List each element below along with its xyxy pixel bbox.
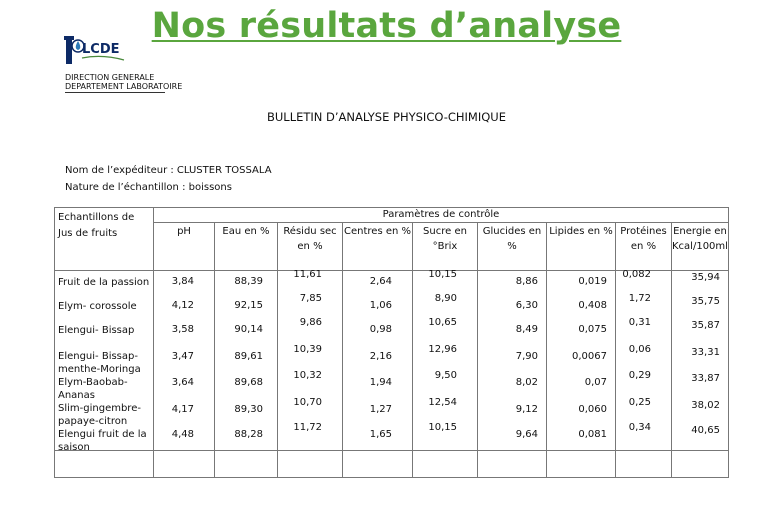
sample-label: Slim-gingembre- — [58, 403, 141, 414]
group-header: Paramètres de contrôle — [154, 208, 729, 223]
value-cell: 92,15 — [234, 300, 263, 311]
logo-name: LCDE — [82, 42, 120, 57]
col-sucre — [413, 271, 478, 451]
empty-cell — [672, 451, 729, 478]
value-cell: 11,72 — [293, 422, 322, 433]
value-cell: 0,31 — [628, 317, 651, 328]
value-cell: 3,58 — [171, 324, 194, 335]
empty-cell — [413, 451, 478, 478]
sample-label: Elengui- Bissap — [58, 325, 135, 336]
value-cell: 4,12 — [171, 300, 194, 311]
value-cell: 1,94 — [369, 377, 392, 388]
value-cell: 3,47 — [171, 351, 194, 362]
value-cell: 0,408 — [578, 300, 607, 311]
col-header-glucides: Glucides en % — [478, 223, 547, 271]
value-cell: 1,72 — [628, 293, 651, 304]
value-cell: 0,019 — [578, 276, 607, 287]
empty-cell — [278, 451, 343, 478]
col-header-sucre: Sucre en °Brix — [413, 223, 478, 271]
value-cell: 6,30 — [515, 300, 538, 311]
value-cell: 1,65 — [369, 429, 392, 440]
col-eau — [215, 271, 278, 451]
value-cell: 2,16 — [369, 351, 392, 362]
corner-header: Echantillons de Jus de fruits — [55, 208, 154, 271]
value-cell: 9,50 — [434, 370, 457, 381]
value-cell: 4,17 — [171, 404, 194, 415]
col-centres — [343, 271, 413, 451]
value-cell: 0,081 — [578, 429, 607, 440]
sample-label: Elengui fruit de la — [58, 429, 147, 440]
value-cell: 0,075 — [578, 324, 607, 335]
value-cell: 7,90 — [515, 351, 538, 362]
value-cell: 0,98 — [369, 324, 392, 335]
sample-label: Ananas — [58, 390, 95, 401]
value-cell: 0,082 — [622, 269, 651, 280]
value-cell: 0,06 — [628, 344, 651, 355]
col-header-ph: pH — [154, 223, 215, 271]
value-cell: 4,48 — [171, 429, 194, 440]
value-cell: 12,54 — [428, 397, 457, 408]
value-cell: 9,86 — [299, 317, 322, 328]
value-cell: 8,49 — [515, 324, 538, 335]
sample-label: saison — [58, 442, 90, 453]
value-cell: 10,70 — [293, 397, 322, 408]
col-energie — [672, 271, 729, 451]
value-cell: 9,12 — [515, 404, 538, 415]
divider — [65, 92, 165, 93]
value-cell: 89,68 — [234, 377, 263, 388]
sample-label: menthe-Moringa — [58, 364, 141, 375]
value-cell: 8,02 — [515, 377, 538, 388]
value-cell: 10,39 — [293, 344, 322, 355]
sample-label: papaye-citron — [58, 416, 128, 427]
value-cell: 35,94 — [691, 272, 720, 283]
value-cell: 10,15 — [428, 269, 457, 280]
empty-cell — [55, 451, 154, 478]
sample-label: Elym-Baobab- — [58, 377, 128, 388]
col-residu — [278, 271, 343, 451]
value-cell: 3,64 — [171, 377, 194, 388]
results-table — [54, 207, 729, 478]
empty-cell — [154, 451, 215, 478]
value-cell: 2,64 — [369, 276, 392, 287]
value-cell: 35,75 — [691, 296, 720, 307]
value-cell: 90,14 — [234, 324, 263, 335]
value-cell: 40,65 — [691, 425, 720, 436]
value-cell: 10,32 — [293, 370, 322, 381]
col-header-lipides: Lipides en % — [547, 223, 616, 271]
sample-label: Elym- corossole — [58, 301, 137, 312]
sample-label: Elengui- Bissap- — [58, 351, 138, 362]
value-cell: 0,29 — [628, 370, 651, 381]
samples-cell — [55, 271, 154, 451]
value-cell: 38,02 — [691, 400, 720, 411]
col-header-centres: Centres en % — [343, 223, 413, 271]
page-title: Nos résultats d’analyse — [151, 6, 622, 46]
value-cell: 1,27 — [369, 404, 392, 415]
value-cell: 8,86 — [515, 276, 538, 287]
value-cell: 3,84 — [171, 276, 194, 287]
col-lipides — [547, 271, 616, 451]
col-proteines — [616, 271, 672, 451]
value-cell: 0,060 — [578, 404, 607, 415]
value-cell: 7,85 — [299, 293, 322, 304]
value-cell: 0,25 — [628, 397, 651, 408]
value-cell: 89,30 — [234, 404, 263, 415]
value-cell: 0,0067 — [572, 351, 607, 362]
value-cell: 35,87 — [691, 320, 720, 331]
empty-cell — [343, 451, 413, 478]
empty-cell — [215, 451, 278, 478]
value-cell: 0,07 — [584, 377, 607, 388]
col-glucides — [478, 271, 547, 451]
value-cell: 1,06 — [369, 300, 392, 311]
value-cell: 89,61 — [234, 351, 263, 362]
value-cell: 33,87 — [691, 373, 720, 384]
sample-nature: Nature de l’échantillon : boissons — [65, 182, 232, 193]
value-cell: 88,28 — [234, 429, 263, 440]
empty-cell — [616, 451, 672, 478]
bulletin-title: BULLETIN D’ANALYSE PHYSICO-CHIMIQUE — [266, 110, 506, 124]
empty-cell — [547, 451, 616, 478]
dept-line-2: DEPARTEMENT LABORATOIRE — [65, 82, 183, 91]
value-cell: 9,64 — [515, 429, 538, 440]
value-cell: 88,39 — [234, 276, 263, 287]
col-header-energie: Energie en Kcal/100ml — [672, 223, 729, 271]
col-header-proteines: Protéines en % — [616, 223, 672, 271]
value-cell: 10,65 — [428, 317, 457, 328]
col-ph — [154, 271, 215, 451]
value-cell: 10,15 — [428, 422, 457, 433]
sender-name: Nom de l’expéditeur : CLUSTER TOSSALA — [65, 165, 272, 176]
value-cell: 33,31 — [691, 347, 720, 358]
col-header-eau: Eau en % — [215, 223, 278, 271]
sample-label: Fruit de la passion — [58, 277, 150, 288]
value-cell: 12,96 — [428, 344, 457, 355]
dept-line-1: DIRECTION GENERALE — [65, 73, 155, 82]
value-cell: 11,61 — [293, 269, 322, 280]
value-cell: 8,90 — [434, 293, 457, 304]
value-cell: 0,34 — [628, 422, 651, 433]
col-header-residu: Résidu sec en % — [278, 223, 343, 271]
empty-cell — [478, 451, 547, 478]
